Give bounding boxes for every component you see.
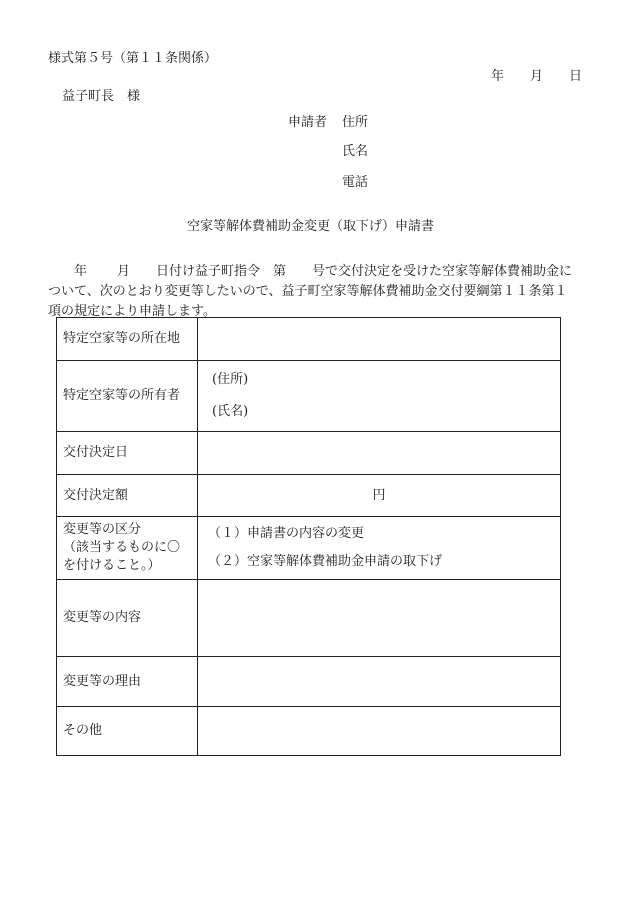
table-row	[57, 318, 561, 361]
change-reason-label: 変更等の理由	[57, 657, 198, 707]
body-line-2: ついて、次のとおり変更等したいので、益子町空家等解体費補助金交付要綱第１１条第１	[48, 284, 568, 299]
change-content-value[interactable]	[198, 580, 561, 657]
change-type-label: 変更等の区分 （該当するものに〇 を付けること。）	[57, 517, 198, 580]
other-label: その他	[57, 707, 198, 756]
body-line-3: 項の規定により申請します。	[48, 304, 216, 319]
change-reason-value[interactable]	[198, 657, 561, 707]
document-title: 空家等解体費補助金変更（取下げ）申請書	[187, 219, 435, 234]
owner-value[interactable]	[198, 361, 561, 432]
table-row	[57, 707, 561, 756]
owner-label: 特定空家等の所有者	[57, 361, 198, 432]
table-row	[57, 517, 561, 580]
applicant-label: 申請者	[288, 115, 328, 130]
table-row	[57, 580, 561, 657]
table-row	[57, 657, 561, 707]
date-year-label: 年	[491, 69, 505, 84]
option-content-change[interactable]: （１）申請書の内容の変更	[208, 526, 365, 541]
option-withdrawal[interactable]: （２）空家等解体費補助金申請の取下げ	[208, 554, 443, 569]
date-line	[491, 70, 582, 83]
table-row	[57, 361, 561, 432]
decision-amount-value[interactable]	[198, 475, 561, 517]
decision-amount-label: 交付決定額	[57, 475, 198, 517]
applicant-address-label: 住所	[342, 115, 369, 130]
change-content-label: 変更等の内容	[57, 580, 198, 657]
applicant-name-label: 氏名	[342, 144, 369, 159]
addressee-name: 益子町長	[62, 89, 115, 104]
yen-unit: 円	[372, 487, 386, 503]
addressee	[62, 90, 140, 103]
date-month-label: 月	[530, 69, 544, 84]
owner-address-label: (住所)	[212, 372, 249, 387]
body-line-1: 年 月 日付け益子町指令 第 号で交付決定を受けた空家等解体費補助金に	[74, 264, 573, 279]
change-type-options	[198, 517, 561, 580]
other-value[interactable]	[198, 707, 561, 756]
addressee-honorific: 様	[127, 89, 141, 104]
applicant-phone-label: 電話	[342, 175, 369, 190]
decision-date-value[interactable]	[198, 432, 561, 475]
decision-date-label: 交付決定日	[57, 432, 198, 475]
form-number: 様式第５号（第１１条関係）	[48, 51, 218, 66]
table-row	[57, 432, 561, 475]
table-row	[57, 475, 561, 517]
owner-name-label: (氏名)	[212, 404, 249, 419]
body-paragraph	[48, 262, 588, 322]
location-value[interactable]	[198, 318, 561, 361]
application-table	[56, 317, 561, 756]
location-label: 特定空家等の所在地	[57, 318, 198, 361]
date-day-label: 日	[569, 69, 583, 84]
